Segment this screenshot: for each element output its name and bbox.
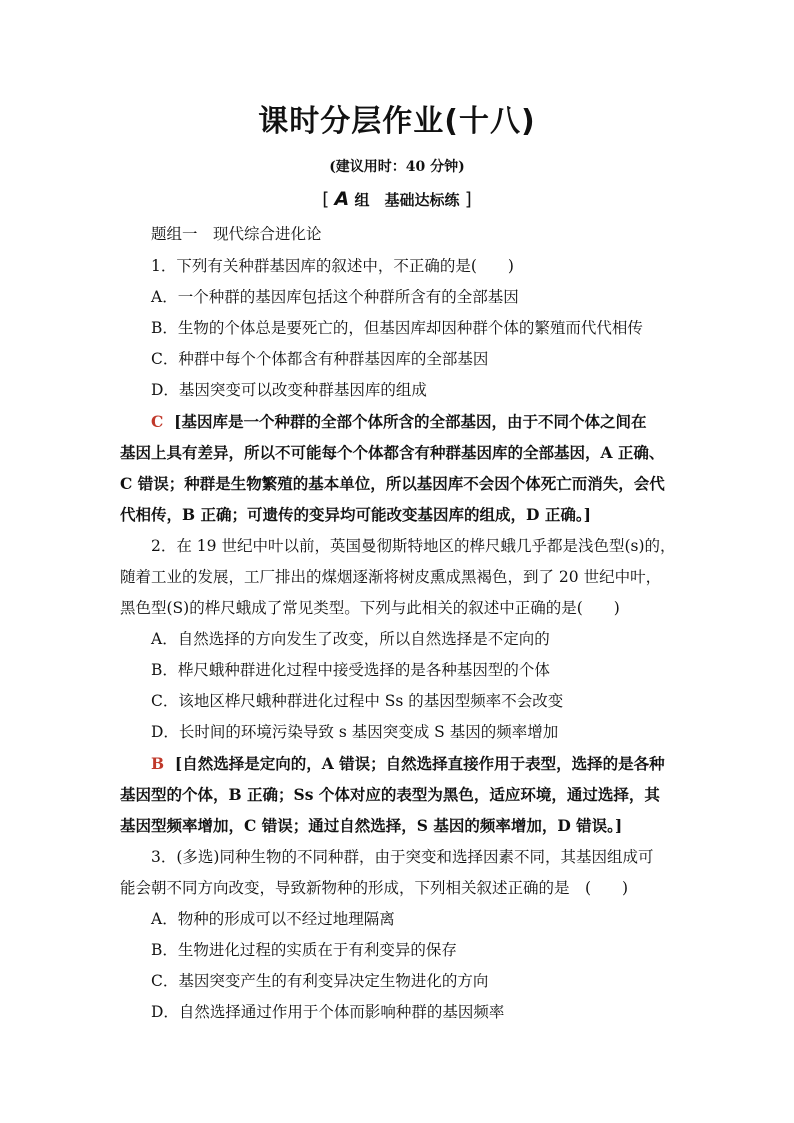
q2-option-b: B．桦尺蛾种群进化过程中接受选择的是各种基因型的个体 xyxy=(151,661,550,679)
time-note: (建议用时：40 分钟) xyxy=(329,159,465,175)
q2-option-a: A．自然选择的方向发生了改变，所以自然选择是不定向的 xyxy=(151,630,550,648)
q2-option-c: C．该地区桦尺蛾种群进化过程中 Ss 的基因型频率不会改变 xyxy=(151,692,564,710)
group-heading xyxy=(0,188,794,210)
group-label: 组 基础达标练 xyxy=(354,191,460,209)
q2-answer-line xyxy=(151,752,665,774)
q3-option-d: D．自然选择通过作用于个体而影响种群的基因频率 xyxy=(151,1003,505,1021)
section-heading: 题组一 现代综合进化论 xyxy=(151,225,322,243)
q3-stem-1: 3．(多选)同种生物的不同种群，由于突变和选择因素不同，其基因组成可 xyxy=(151,848,654,866)
q2-option-d: D．长时间的环境污染导致 s 基因突变成 S 基因的频率增加 xyxy=(151,723,559,741)
q3-option-c: C．基因突变产生的有利变异决定生物进化的方向 xyxy=(151,972,489,990)
q2-answer-letter: B xyxy=(151,754,165,773)
q2-explanation-1: [自然选择是定向的，A 错误；自然选择直接作用于表型，选择的是各种 xyxy=(174,754,665,773)
group-letter: A xyxy=(334,188,350,210)
q2-stem-1: 2．在 19 世纪中叶以前，英国曼彻斯特地区的桦尺蛾几乎都是浅色型(s)的， xyxy=(151,537,676,555)
q2-explanation-2: 基因型的个体，B 正确；Ss 个体对应的表型为黑色，适应环境，通过选择，其 xyxy=(120,785,660,804)
q1-option-d: D．基因突变可以改变种群基因库的组成 xyxy=(151,381,427,399)
q1-explanation-4: 代相传，B 正确；可遗传的变异均可能改变基因库的组成，D 正确。] xyxy=(120,505,591,524)
q1-explanation-1: [基因库是一个种群的全部个体所含的全部基因，由于不同个体之间在 xyxy=(174,412,647,431)
q1-explanation-2: 基因上具有差异，所以不可能每个个体都含有种群基因库的全部基因，A 正确、 xyxy=(120,443,665,462)
group-bracket-right: ] xyxy=(464,189,472,210)
q2-stem-2: 随着工业的发展，工厂排出的煤烟逐渐将树皮熏成黑褐色，到了 20 世纪中叶， xyxy=(120,568,662,586)
q2-stem-3: 黑色型(S)的桦尺蛾成了常见类型。下列与此相关的叙述中正确的是( ) xyxy=(120,599,620,617)
q1-answer-line xyxy=(151,410,646,432)
q1-option-b: B．生物的个体总是要死亡的，但基因库却因种群个体的繁殖而代代相传 xyxy=(151,319,643,337)
q1-option-c: C．种群中每个个体都含有种群基因库的全部基因 xyxy=(151,350,489,368)
q1-explanation-3: C 错误；种群是生物繁殖的基本单位，所以基因库不会因个体死亡而消失，会代 xyxy=(120,474,665,493)
q1-stem: 1．下列有关种群基因库的叙述中，不正确的是( ) xyxy=(151,257,514,275)
q2-explanation-3: 基因型频率增加，C 错误；通过自然选择，S 基因的频率增加，D 错误。] xyxy=(120,816,623,835)
q3-stem-2: 能会朝不同方向改变，导致新物种的形成，下列相关叙述正确的是 ( ) xyxy=(120,879,629,897)
q1-option-a: A．一个种群的基因库包括这个种群所含有的全部基因 xyxy=(151,288,519,306)
q3-option-b: B．生物进化过程的实质在于有利变异的保存 xyxy=(151,941,457,959)
q3-option-a: A．物种的形成可以不经过地理隔离 xyxy=(151,910,395,928)
group-bracket-left: [ xyxy=(322,189,330,210)
q1-answer-letter: C xyxy=(151,412,164,431)
page-title: 课时分层作业(十八) xyxy=(258,104,536,139)
